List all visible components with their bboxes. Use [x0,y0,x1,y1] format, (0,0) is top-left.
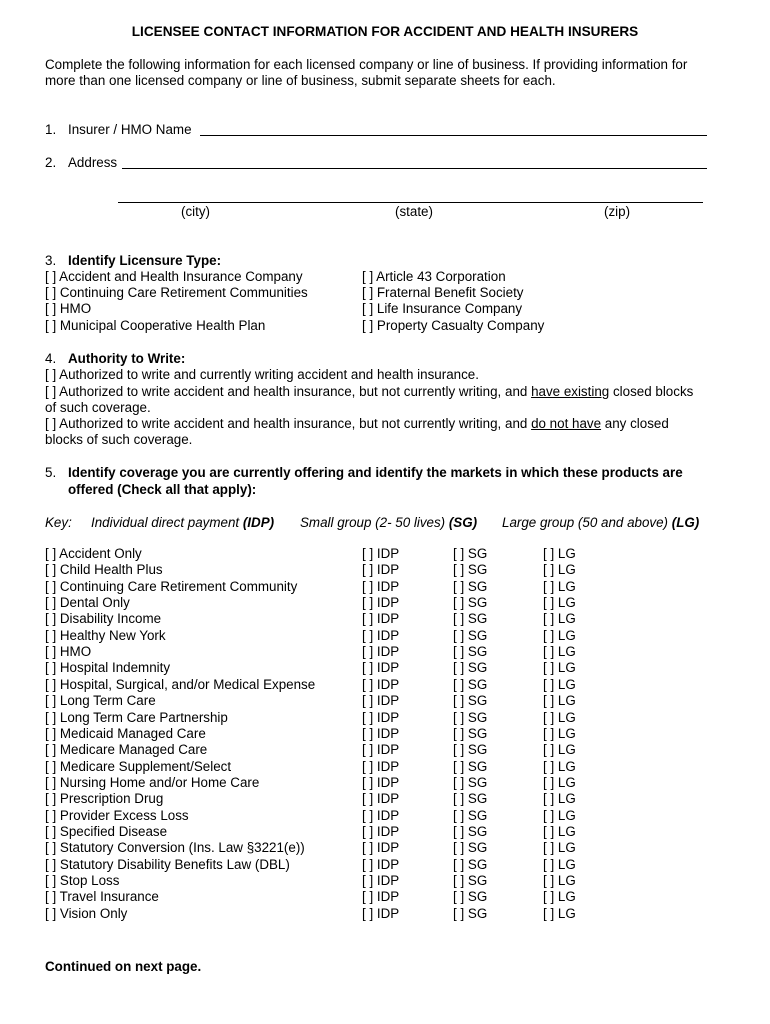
idp-checkbox[interactable]: [ ] IDP [362,709,400,725]
lg-checkbox[interactable]: [ ] LG [543,627,576,643]
q2-label: Address [68,155,118,170]
coverage-item-label[interactable]: [ ] Disability Income [45,611,162,627]
lg-checkbox[interactable]: [ ] LG [543,676,576,692]
licensure-option[interactable]: [ ] Municipal Cooperative Health Plan [45,318,266,333]
coverage-row [45,628,745,644]
lg-checkbox[interactable]: [ ] LG [543,807,576,823]
licensure-option[interactable]: [ ] Property Casualty Company [362,318,545,333]
idp-checkbox[interactable]: [ ] IDP [362,807,400,823]
idp-checkbox[interactable]: [ ] IDP [362,627,400,643]
idp-checkbox[interactable]: [ ] IDP [362,791,400,807]
coverage-item-label[interactable]: [ ] Hospital, Surgical, and/or Medical Expense [45,676,316,692]
licensure-option[interactable]: [ ] Life Insurance Company [362,301,523,316]
licensure-option[interactable]: [ ] Accident and Health Insurance Company [45,269,303,284]
authority-option-2-text: [ ] Authorized to write accident and health insurance, but not currently writing, and [45,384,532,399]
coverage-row [45,546,745,562]
sg-checkbox[interactable]: [ ] SG [453,774,488,790]
coverage-item-label[interactable]: [ ] Medicare Supplement/Select [45,758,232,774]
coverage-row [45,889,745,905]
lg-checkbox[interactable]: [ ] LG [543,709,576,725]
coverage-row [45,693,745,709]
coverage-item-label[interactable]: [ ] Nursing Home and/or Home Care [45,774,260,790]
coverage-item-label[interactable]: [ ] Statutory Conversion (Ins. Law §3221(e)) [45,840,305,856]
idp-checkbox[interactable]: [ ] IDP [362,693,400,709]
sg-checkbox[interactable]: [ ] SG [453,693,488,709]
lg-checkbox[interactable]: [ ] LG [543,840,576,856]
lg-checkbox[interactable]: [ ] LG [543,905,576,921]
key-lg [502,515,699,531]
q3-number: 3. [45,253,57,268]
sg-checkbox[interactable]: [ ] SG [453,676,488,692]
sg-checkbox[interactable]: [ ] SG [453,823,488,839]
coverage-row [45,759,745,775]
idp-checkbox[interactable]: [ ] IDP [362,774,400,790]
coverage-row [45,579,745,595]
sg-checkbox[interactable]: [ ] SG [453,791,488,807]
lg-checkbox[interactable]: [ ] LG [543,693,576,709]
q1-number: 1. [45,122,57,137]
q5-heading-line-1: Identify coverage you are currently offering and identify the markets in which these products are [68,465,683,480]
coverage-item-label[interactable]: [ ] Medicaid Managed Care [45,725,206,741]
idp-checkbox[interactable]: [ ] IDP [362,546,400,561]
q5-heading-line-2: offered (Check all that apply): [68,482,257,497]
sg-checkbox[interactable]: [ ] SG [453,578,488,594]
q2-number: 2. [45,155,57,170]
sg-checkbox[interactable]: [ ] SG [453,627,488,643]
coverage-row [45,906,745,922]
coverage-row [45,710,745,726]
lg-checkbox[interactable]: [ ] LG [543,644,576,660]
idp-checkbox[interactable]: [ ] IDP [362,578,400,594]
key-sg-abbr: (SG) [448,515,478,530]
lg-checkbox[interactable]: [ ] LG [543,774,576,790]
coverage-row [45,791,745,807]
zip-caption: (zip) [604,204,631,219]
lg-checkbox[interactable]: [ ] LG [543,611,576,627]
coverage-item-label[interactable]: [ ] Specified Disease [45,823,168,839]
licensure-option[interactable]: [ ] Article 43 Corporation [362,269,506,284]
coverage-row [45,808,745,824]
idp-checkbox[interactable]: [ ] IDP [362,742,400,758]
key-label: Key: [45,515,72,530]
coverage-item-label[interactable]: [ ] Long Term Care [45,693,156,709]
sg-checkbox[interactable]: [ ] SG [453,644,488,660]
sg-checkbox[interactable]: [ ] SG [453,742,488,758]
sg-checkbox[interactable]: [ ] SG [453,562,488,578]
sg-checkbox[interactable]: [ ] SG [453,889,488,905]
address-field[interactable] [122,168,707,169]
lg-checkbox[interactable]: [ ] LG [543,791,576,807]
authority-option-3-text: [ ] Authorized to write accident and health insurance, but not currently writing, and [45,416,532,431]
coverage-item-label[interactable]: [ ] Statutory Disability Benefits Law (DBL) [45,856,290,872]
idp-checkbox[interactable]: [ ] IDP [362,725,400,741]
sg-checkbox[interactable]: [ ] SG [453,905,488,921]
lg-checkbox[interactable]: [ ] LG [543,546,576,561]
lg-checkbox[interactable]: [ ] LG [543,562,576,578]
idp-checkbox[interactable]: [ ] IDP [362,758,400,774]
coverage-item-label[interactable]: [ ] Long Term Care Partnership [45,709,228,725]
sg-checkbox[interactable]: [ ] SG [453,807,488,823]
coverage-item-label[interactable]: [ ] Prescription Drug [45,791,164,807]
coverage-row [45,742,745,758]
idp-checkbox[interactable]: [ ] IDP [362,660,400,676]
sg-checkbox[interactable]: [ ] SG [453,660,488,676]
key-idp-abbr: (IDP) [242,515,275,530]
coverage-row [45,562,745,578]
lg-checkbox[interactable]: [ ] LG [543,725,576,741]
city-caption: (city) [181,204,211,219]
do-not-have-emphasis: do not have [531,416,602,431]
authority-option-3[interactable] [45,416,669,432]
sg-checkbox[interactable]: [ ] SG [453,758,488,774]
lg-checkbox[interactable]: [ ] LG [543,758,576,774]
key-idp [91,515,274,531]
licensure-option[interactable]: [ ] Continuing Care Retirement Communities [45,285,308,300]
coverage-item-label[interactable]: [ ] Child Health Plus [45,562,163,578]
coverage-row [45,595,745,611]
licensure-option[interactable]: [ ] Fraternal Benefit Society [362,285,524,300]
sg-checkbox[interactable]: [ ] SG [453,840,488,856]
lg-checkbox[interactable]: [ ] LG [543,578,576,594]
sg-checkbox[interactable]: [ ] SG [453,611,488,627]
idp-checkbox[interactable]: [ ] IDP [362,856,400,872]
lg-checkbox[interactable]: [ ] LG [543,889,576,905]
coverage-row [45,824,745,840]
coverage-item-label[interactable]: [ ] Healthy New York [45,627,166,643]
key-lg-abbr: (LG) [671,515,700,530]
authority-option-2-cont: of such coverage. [45,400,151,415]
key-sg [300,515,477,531]
q4-heading: Authority to Write: [68,351,186,366]
coverage-row [45,677,745,693]
authority-option-3-tail: any closed [601,416,669,431]
insurer-name-field[interactable] [200,135,707,136]
authority-option-2-tail: closed blocks [609,384,694,399]
coverage-item-label[interactable]: [ ] Continuing Care Retirement Community [45,578,298,594]
have-existing-emphasis: have existing [531,384,610,399]
sg-checkbox[interactable]: [ ] SG [453,856,488,872]
coverage-item-label[interactable]: [ ] Vision Only [45,905,128,921]
idp-checkbox[interactable]: [ ] IDP [362,823,400,839]
idp-checkbox[interactable]: [ ] IDP [362,873,400,888]
q3-heading: Identify Licensure Type: [68,253,222,268]
lg-checkbox[interactable]: [ ] LG [543,873,576,888]
coverage-row [45,660,745,676]
authority-option-1[interactable]: [ ] Authorized to write and currently writing accident and health insurance. [45,367,479,382]
coverage-item-label[interactable]: [ ] HMO [45,644,92,660]
coverage-row [45,726,745,742]
coverage-item-label[interactable]: [ ] Accident Only [45,546,142,561]
lg-checkbox[interactable]: [ ] LG [543,823,576,839]
coverage-item-label[interactable]: [ ] Travel Insurance [45,889,159,905]
form-title: LICENSEE CONTACT INFORMATION FOR ACCIDENT AND HEALTH INSURERS [131,24,639,39]
authority-option-3-cont: blocks of such coverage. [45,432,193,447]
coverage-row [45,775,745,791]
q4-number: 4. [45,351,57,366]
authority-option-2[interactable] [45,384,693,400]
coverage-item-label[interactable]: [ ] Medicare Managed Care [45,742,208,758]
idp-checkbox[interactable]: [ ] IDP [362,595,400,611]
coverage-row [45,644,745,660]
licensure-option[interactable]: [ ] HMO [45,301,92,316]
coverage-row [45,873,745,889]
lg-checkbox[interactable]: [ ] LG [543,595,576,611]
key-lg-text: Large group (50 and above) [502,515,672,530]
idp-checkbox[interactable]: [ ] IDP [362,644,400,660]
key-idp-text: Individual direct payment [91,515,243,530]
key-sg-text: Small group (2- 50 lives) [300,515,449,530]
intro-line-1: Complete the following information for each licensed company or line of business. If providing information for [45,57,688,72]
idp-checkbox[interactable]: [ ] IDP [362,611,400,627]
sg-checkbox[interactable]: [ ] SG [453,709,488,725]
sg-checkbox[interactable]: [ ] SG [453,595,488,611]
idp-checkbox[interactable]: [ ] IDP [362,889,400,905]
intro-line-2: more than one licensed company or line of business, submit separate sheets for each. [45,73,556,88]
idp-checkbox[interactable]: [ ] IDP [362,676,400,692]
coverage-row [45,840,745,856]
idp-checkbox[interactable]: [ ] IDP [362,905,400,921]
sg-checkbox[interactable]: [ ] SG [453,873,488,888]
lg-checkbox[interactable]: [ ] LG [543,742,576,758]
coverage-item-label[interactable]: [ ] Provider Excess Loss [45,807,189,823]
city-state-zip-field[interactable] [118,202,703,203]
q5-number: 5. [45,465,57,480]
coverage-row [45,611,745,627]
coverage-item-label[interactable]: [ ] Hospital Indemnity [45,660,171,676]
lg-checkbox[interactable]: [ ] LG [543,856,576,872]
idp-checkbox[interactable]: [ ] IDP [362,840,400,856]
lg-checkbox[interactable]: [ ] LG [543,660,576,676]
continued-note: Continued on next page. [45,959,202,974]
coverage-item-label[interactable]: [ ] Stop Loss [45,873,120,888]
idp-checkbox[interactable]: [ ] IDP [362,562,400,578]
state-caption: (state) [395,204,433,219]
coverage-item-label[interactable]: [ ] Dental Only [45,595,130,611]
sg-checkbox[interactable]: [ ] SG [453,725,488,741]
sg-checkbox[interactable]: [ ] SG [453,546,488,561]
coverage-row [45,857,745,873]
q1-label: Insurer / HMO Name [68,122,192,137]
